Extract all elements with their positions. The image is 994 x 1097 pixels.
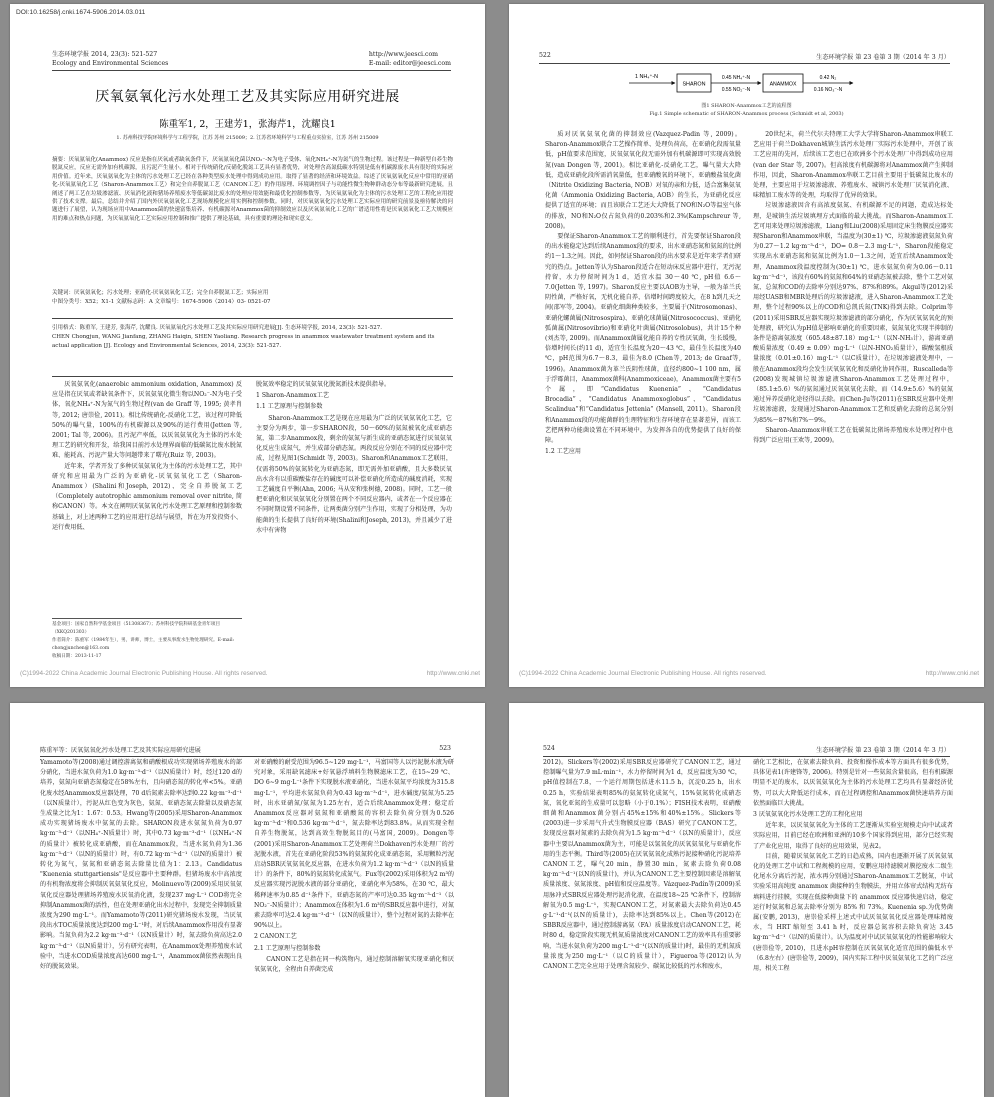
footnote-funding: 基金项目：国家自然科学基金项目（51308367）；苏州科技学院科研基金青年项目（XKQ201303） xyxy=(52,622,221,635)
divider xyxy=(52,376,453,377)
classification: 中图分类号：X52；X1-1 文献标志码：A 文章编号：1674-5906（2014）03- 0521-07 xyxy=(52,298,271,305)
journal-issue: 生态环境学报 第 23 卷第 3 期（2014 年 3 月） xyxy=(816,747,950,754)
doi: DOI:10.16258/j.cnki.1674-5906.2014.03.011 xyxy=(16,9,146,16)
paragraph: 20世纪末，荷兰代尔夫特理工大学大学将Sharon-Anammox串联工艺应用于荷兰Dokhaven城镇生活污水处理厂实际污水处理中，开创了该工艺应用的先河，后续该工艺也已在欧洲多个污水处理厂中得到成功应用(van der Star 等, 2007)。但高浓度有机碳源将对Anammox菌产生抑制作用，因此，Sharon-Anammox串联工艺目前主要用于低碳氮比废水的处理，主要应用于垃圾渗滤液、养殖废水、城镇污水处理厂厌氧消化液、味精加工废水等的处理，均取得了优异的效果。 xyxy=(753,131,953,200)
body-column-left xyxy=(40,758,242,1097)
footnote-author: 作者简介：陈重军（1984年生），男，讲师，博士，主要从事废水生物处理研究。E-mail: chongjunchen@163.com xyxy=(52,638,235,651)
paragraph: Sharon-Anammox串联工艺在低碳氮比猪场养殖废水处理过程中也得到广泛应用(王欢等, 2009)。 xyxy=(753,426,953,445)
paragraph: 近年来，以厌氧氨氧化为主体的工艺逐渐从实验室规模走向中试或者实际应用，目前已经在欧洲和亚洲的10多个国家得到应用，部分已经实现了产业化应用，取得了良好的应用效果，见表2。 xyxy=(753,822,953,850)
journal-issue: 生态环境学报 第 23 卷第 3 期（2014 年 3 月） xyxy=(816,54,950,61)
subsection-heading: 1.1 工艺原理与控制参数 xyxy=(256,403,323,411)
cnki-link[interactable]: http://www.cnki.net xyxy=(426,670,480,677)
page-522 xyxy=(509,4,984,687)
running-header xyxy=(543,745,950,757)
body-column-left xyxy=(545,130,741,650)
section-heading: 2 CANON工艺 xyxy=(254,933,297,941)
paragraph: Yamamoto等(2008)通过调控游离氨和硝酸根成功实现猪场养殖废水的部分硝化，当进水氮负荷为1.0 kg·m⁻³·d⁻¹（以N质量计）时，经过120 d的培养，氨氮向亚硝态氮稳定在58%左右，且向硝态氮的转化率<5%。亚硝化废水经Anammox反应器处理，70 d后氮素去除率达到0.22 kg·m⁻³·d⁻¹（以N质量计），污泥从红色变为灰色，氨氮、亚硝态氮去除量以及硝态氮生成量之比为1：1.67：0.53。Hwang等(2005)采用Sharon-Anammox成功实现猪场废水中氨氮的去除。SHARON段进水氨氮负荷为0.97 kg·m⁻³·d⁻¹（以NH₄⁺-N质量计）时，其中0.73 kg·m⁻³·d⁻¹（以NH₄⁺-N的质量计）被转化成亚硝酸，而在Anammox段，当进水氮负荷为1.36 kg·m⁻³·d⁻¹（以N的质量计）时，有0.72 kg·m⁻³·d⁻¹（以N的质量计）被转化为氮气，氨氮和亚硝态氮去除量比值为1：2.13。Candidatus "Kuenenia stuttgartiensis"是反应器中主要种群。但猪场废水中高浓度的有机物浓度将会抑制厌氧氨氧化反应，Molinuevo等(2009)采用厌氧氨氧化反应器处理猪场养殖废水厌氧消化液，发现237 mg·L⁻¹ COD将完全抑制Anammox菌的活性，但在处理亚硝化出水过程中，发现完全抑制质量浓度为290 mg·L⁻¹。而Yamamoto等(2011)研究猪场废水发现，当厌氧段出水TOC质量浓度达到200 mg·L⁻¹时，对后续Anammox作用没有显著影响。当氮负荷为2.2 kg·m⁻³·d⁻¹（以N质量计）时，氮去除负荷高达2.0 kg·m⁻³·d⁻¹（以N质量计），另有研究表明，在Anammox处理养殖废水试验中，当进水COD质量浓度高达600 mg·L⁻¹，Anammox菌依然表现出良好的脱氮效果。 xyxy=(40,759,242,971)
paragraph: 对亚硝酸的耐受范围为96.5~129 mg·L⁻¹，马富国等人以污泥脱水液为研究对象，采用缺氧滤床+好氧悬浮填料生物膜滤床工艺，在15~29 ℃、DO 6~9 mg·L⁻¹条件下实现脱水液亚硝化，当进水氨氮平均浓度为315.8 mg·L⁻¹，平均进水氨氮负荷为0.43 kg·m⁻³·d⁻¹，进水碱度/氨氮为5.25时，出水亚硝氮/氨氮为1.25左右，适合后续Anammox处理；稳定后Anammox反应器对氨氮和亚硝酸氮的容积去除负荷分别为0.526 kg·m⁻³·d⁻¹和0.536 kg·m⁻³·d⁻¹，氮去除率达到83.8%。从而实现全程自养生物脱氮，达到高效生物脱氮目的(马富国, 2009)。Dongen等(2001)采用Sharon-Anammox工艺处理荷兰Dokhaven污水处理厂的污泥脱水液，首先在亚硝化阶段53%的氨氮转化成亚硝态氮，采用颗粒污泥启动SBR厌氧氨氧化反应器，在进水负荷为1.2 kg·m⁻³·d⁻¹（以N的质量计）的条件下，80%的氨氮转化成氮气。Fux等(2002)采用体积为2 m³的反应器实现污泥脱水液的部分亚硝化，亚硝化率为58%，在30 ℃，最大稀释速率为0.85 d⁻¹条件下，亚硝态氮的产率可达0.35 kg·m⁻³·d⁻¹（以NO₂⁻-N质量计）；Anammox在体积为1.6 m³的SBR反应器中进行，对氮素去除率可达2.4 kg·m⁻³·d⁻¹（以N的质量计），整个过程对氮的去除率在90%以上。 xyxy=(254,759,454,930)
journal-header xyxy=(52,50,451,71)
citation-block xyxy=(52,324,453,351)
page-521 xyxy=(10,4,485,687)
authors: 陈重军1, 2，王建芳1，张海芹1，沈耀良1 xyxy=(159,119,336,130)
paragraph: 要保证Sharon-Anammox工艺的顺利进行，首先要保证Sharon段的出水能稳定达到后续Anammox段的要求，出水亚硝态氮和氨氮的比例约1～1.3之间。因此，如何保证Sharon段的出水要求是近年来学者们研究的热点。Jetten等认为Sharon段适合在短动床反应器中进行，无污泥持留，水力停留时间为1 d，适宜水温 30～40 ℃, pH值 6.6～7.0(Jetten 等, 1997)。Sharon反应主要以AOB为主导，一般为革兰氏阴性菌，严格好氧，无机化能自养，倍增时间跨度较大，在8 h到几天之间(邵军等, 2004)。亚硝化细菌种类较多，主要属于(Nitrosomonas)、亚硝化螺菌属(Nitrosospira)、亚硝化球菌属(Nitrosococcus)、亚硝化弧菌属(Nitrosovibrio)和亚硝化叶菌属(Nitrosolobus)，共计15个种(刘杰等, 2009)。而Anammox菌属化能自养的专性厌氧菌，生长缓慢，倍增时间长(约11 d)，适宜生长温度为20～43 ℃，最佳生长温度为40 ℃，pH范围为6.7～8.3，最佳为8.0 (Chen等, 2013; de Graaf等, 1996)。Anammox菌为革兰氏阴性球菌，直径约800~1 100 nm，属于浮霉菌目，Anammox菌科(Anammoxiceae)，Anammox菌主要有5个属，即“Candidatus Kuenenia”、“Candidatus Brocadia”、“Candidatus Anammoxoglobus”、“Candidatus Scalindua”和“Candidatus Jettenia” (Mansell, 2011)。Sharon段和Anammox段的功能菌群的生理特征和生存环境存在显著差异，而该工艺把两种功能菌设置在不同环境中，为发挥各自的优势提供了良好的保障。 xyxy=(545,233,741,445)
copyright-footer xyxy=(10,670,485,677)
paragraph: Sharon-Anammox工艺是现在应用最为广泛的厌氧氨氧化工艺，它主要分为两步，第一步SHARON段，50～60%的氨氮被氧化成亚硝态氮，第二步Anammox段，剩余的氨氮与新生成的亚硝态氮进行厌氧氨氧化反应生成氮气，并生成部分硝态氮。两段反应分别在不同的反应器中完成，过程见图1(Schmidt 等, 2003)。Sharon和Anammox工艺联用，仅需将50%的氨氮转化为亚硝态氮，即无需外加亚硝酸，且大多数厌氧出水含有以重碳酸盐存在的碱度可以补偿亚硝化所造成的碱度消耗，实现工艺碱度自平衡(Ahn, 2006; 马从安和张树德, 2008)。同时，工艺一般把亚硝化和厌氧氨氧化分别置在两个不同反应器内，或者在一个反应器在不同时期设置不同条件，让两类菌分别产生作用，实现了分相处理，为功能菌的生长提供了良好的环境(Shalini和Joseph, 2013)，并且减少了进水中有害物 xyxy=(256,414,452,534)
paragraph: 脱氮效率稳定的厌氧氨氧化脱氮新技术提供指导。 xyxy=(256,381,391,388)
sharon-label: SHARON xyxy=(682,81,706,88)
page-524 xyxy=(509,703,984,1097)
body-column-right xyxy=(753,758,953,1097)
journal-email[interactable]: E-mail: editor@jeesci.com xyxy=(368,60,451,67)
paragraph: 垃圾渗滤液因含有高浓度氨氮、有机碳源不足的问题，造成达标处理，是城镇生活垃圾填埋方式面临的最大挑战。而Sharon-Anammox工艺可用来处理垃圾渗滤液，Liang和Liu(2008)采用固定床生物膜反应器实现Sharon和Anammox串联，当温度为(30±1) ℃，垃圾渗滤液氨氮负荷为0.27～1.2 kg·m⁻³·d⁻¹，DO= 0.8～2.3 mg·L⁻¹，Sharon段能稳定实现出水亚硝态氮和氨氮比例为1.0～1.3之间，适宜后续Anammox处理，Anammox段温度控制为(30±1) ℃，进水氨氮负荷为0.06～0.11 kg·m⁻³·d⁻¹，该段有60%的氨氮和64%的亚硝态氮被去除，整个工艺对氨氮、总氮和COD的去除率分别达97%、87%和89%。Akgul等(2012)采用经UASB和MBR处理后的垃圾渗滤液，进入Sharon-Anammox工艺处理，整个过程90%以上的COD和总凯氏氮(TNK)得到去除。Colprim等(2011)采用SBR反应器实现垃圾渗滤液的部分硝化，作为厌氧氨氧化的预处理液，研究认为pH值是影响亚硝化的重要因素，氨氮氧化实现半抑制的条件是游离氨浓度（605.48±87.18）mg·L⁻¹（以N-NH₃计），游离亚硝酸质量浓度（0.49 ± 0.09）mg·L⁻¹（以N-HNO₂质量计），碳酸氢根质量浓度（0.01±0.16）mg·L⁻¹（以C质量计），在垃圾渗滤液处理中，一般在Anammox段均会发生厌氧氨氧化和反硝化协同作用，Ruscalleda等(2008)发现城镇垃圾渗滤液Sharon-Anammox工艺处理过程中，（85.1±5.6）%的氨氮通过厌氧氨氧化去除，而（14.9±5.6）%的氨氮通过异养反硝化途径得以去除。而Chen-Ju等(2011)在SBR反应器中处理垃圾渗滤液，发现通过Sharon-Anammox工艺和反硝化去除的总氮分别为85%～87%和7%～9%。 xyxy=(753,202,953,424)
citation-en: CHEN Chongjun, WANG Jianfang, ZHANG Haiqin, SHEN Yaoliang. Research progress in anammox wastewater treatment system and its actual application [J]. Ecology and Environmental Sciences, 2014, 23(3): 521-527. xyxy=(52,334,435,349)
affiliation: 1. 苏州科技学院环境科学与工程学院，江苏 苏州 215009；2. 江苏省环境科学与工程重点实验室，江苏 苏州 215009 xyxy=(116,135,379,141)
page-523 xyxy=(10,703,485,1097)
abstract: 摘要：厌氧氨氧化(Anammox) 反应是指在厌氧或者缺氧条件下，厌氧氨氧化菌以NO₂⁻-N为电子受体、氧化NH₄⁺-N为氮气的生物过程。该过程是一种新型自养生物脱氮反应，反应无需外加有机碳源，且污泥产生量小。相对于传统硝化/反硝化脱氮工艺具有显著优势，对处理含高氮低碳水特别是低有机碳源废水具有很好的实际应用价值。近年来，厌氧氨氧化为主体的污水处理工艺已经在各种类型废水处理中得到成功应用。取得了显著的经济和环境效益。综述了厌氧氨氧化反应中常用的亚硝化-厌氧氨氧化工艺（Sharon-Anammox工艺）和完全自养脱氮工艺（CANON工艺）的作用原理、环境调控因子与功能性微生物种群动态分布等最新研究进展，且阐述了两工艺在垃圾渗滤液、厌氧消化液和猪场养殖废水等低碳氮比废水的处理应用效能和最优化控制参数等，为厌氧氨氧化为主体的污水处理工艺的工程化应用提供了技术支撑。最后，总结并介绍了国内外厌氧氨氧化工艺现场规模化应用实例和控制参数。同时，对厌氧氨氧化污水处理工艺实际应用的研究前景及亟待解决的问题进行了展望，认为现场应用中Anammox菌的快速富集培养、有机碳源对Anammox菌的抑制效应以及厌氧氨氧化工艺的广谱适用性将是厌氧氨氧化工艺大规模应用的难点和热点问题，为厌氧氨氧化工艺实际应用控制和推广提供了理论基础，具有重要的理论和现实意义。 xyxy=(52,157,453,222)
running-header xyxy=(539,52,950,64)
influent-label: 1 NH₄⁺-N xyxy=(635,74,659,80)
effluent-n2: 0.42 N₂ xyxy=(819,75,837,81)
divider xyxy=(52,318,453,319)
paragraph: 质对厌氧氨氧化菌的抑制效应(Vazquez-Padin 等, 2009)。Sharon-Anammox联合工艺操作简单、处理负荷高，在亚硝化段需氧量低，pH值要求范围宽，厌氧氨氧化段无需外加有机碳源即可实现高效脱氮(van Dongen 等, 2001)。相比亚硝化-反硝化工艺，曝气量大大降低，造成亚硝化段所需消氧量低，但亚硝酸氧的环境下，亚硝酸盐氧化菌（Nitrite Oxidizing Bacteria, NOB）对氧的亲和力低，适合富集氨氧化菌（Ammonia Oxidizing Bacteria, AOB）的生长，为亚硝化反应提供了适宜的环境；而且该联合工艺还大大降低了NO和N₂O等温室气体的排放，NO和N₂O仅占氮负荷的0.203%和2.3%(Kampschreur 等, 2008)。 xyxy=(545,131,741,230)
running-header xyxy=(40,745,451,757)
footnotes xyxy=(52,618,242,661)
footnote-received: 收稿日期：2013-11-17 xyxy=(52,654,102,659)
citation-cn: 引用格式：陈重军, 王建芳, 张海芹, 沈耀良. 厌氧氨氧化污水处理工艺及其实际应用研究进展[J]. 生态环境学报, 2014, 23(3): 521-527. xyxy=(52,325,382,331)
cnki-link[interactable]: http://www.cnki.net xyxy=(925,670,979,677)
body-column-right xyxy=(753,130,953,666)
subsection-heading: 1.2 工艺应用 xyxy=(545,448,582,456)
paragraph: 2012)。Slickers等(2002)采用SBR反应器研究了CANON工艺，通过控制曝气量为7.9 mL·min⁻¹，水力停留时间为1 d，反应温度为30 ℃，pH值控制在7.8，一个运行周期包括进水11.5 h，沉淀0.25 h，出水0.25 h，实验结果表明85%的氨氮转化成氮气，15%氨氮转化成硝态氮，氧化亚氮的生成量可以忽略（小于0.1%）；FISH技术表明，亚硝酸细菌和Anammox菌分别占45%±15%和40%±15%。Slickers等(2003)进一步采用气升式生物膜反应器（BAS）研究了CANON工艺，发现反应器对氮素的去除负荷为1.5 kg·m⁻³·d⁻¹（以N的质量计），反应器中主要以Anammox菌为主，可能是以氢氧化的厌氧氨氧化与亚硝化作用的生态平衡。Third等(2005)在厌氧氨氧化成熟污泥接种硝化污泥培养CANON工艺，曝气20 min，静置30 min，氮素去除负荷0.08 kg·m⁻³·d⁻¹(以N的质量计)，并认为CANON工艺主要控制因素是溶解氧质量浓度、氨氮浓度、pH值和反应温度等。Vázquez-Padín等(2009)采用脉冲式SBR反应器处理污泥消化液，在温度18~25 ℃条件下，控制溶解氧为0.5 mg·L⁻¹，实现CANON工艺，对氮素最大去除负荷达0.45 g·L⁻¹·d⁻¹(以N的质量计)，去除率达到85%以上。Chen等(2012)在SBBR反应器中，通过控制游离氨（FA）质量浓度启动CANON工艺，耗时80 d，稳定阶段实现无机氮质量浓度对CANON工艺的效率具有重要影响，当进水氨负荷为200 mg·L⁻¹·d⁻¹(以N的质量计)时，最佳的无机氮质量浓度为250 mg·L⁻¹（以C的质量计），Figueroa等(2012)认为CANON工艺完全应用于处理含氮较少、碳氮比较低的污水和废水， xyxy=(543,759,741,971)
article-title: 厌氧氨氧化污水处理工艺及其实际应用研究进展 xyxy=(95,89,400,105)
journal-cn: 生态环境学报 2014, 23(3): 521-527 xyxy=(52,51,158,58)
effluent-no3: 0.16 NO₃⁻-N xyxy=(813,87,843,93)
paragraph: 硝化工艺相比，在氨素去除负荷、投资和操作成本等方面具有很多优势，具体见表1(许建锋等, 2006)。特别是针对一些氨氮含量很高，但有机碳源明显不足的废水，以厌氧氨氧化为主体的污水处理工艺均具有显著经济优势，可以大大降低运行成本，而在过程调控和Anammox菌快速培养方面依然面临巨大挑战。 xyxy=(753,759,953,807)
intermediate-no2: 0.55 NO₂⁻-N xyxy=(721,87,751,93)
journal-url[interactable]: http://www.jeesci.com xyxy=(368,51,439,58)
copyright-text: (C)1994-2022 China Academic Journal Electronic Publishing House. All rights reserved. xyxy=(519,670,767,677)
body-column-right xyxy=(254,758,454,1097)
subsection-heading: 2.1 工艺原理与控制参数 xyxy=(254,944,321,952)
copyright-text: (C)1994-2022 China Academic Journal Electronic Publishing House. All rights reserved. xyxy=(20,670,268,677)
body-column-left xyxy=(543,758,741,1097)
paragraph: 近年来，学者开发了多种厌氧氨氧化为主体的污水处理工艺，其中研究和应用最为广泛的为亚硝化-厌氧氨氧化工艺（Sharon-Anammox）(Shalini和Joseph, 2012)、完全自养脱氮工艺（Completely autotrophic ammonium removal over nitrite, 简称CANON）等。本文在阐明厌氧氨氧化污水处理工艺原理和控制参数基础上，对上述两种工艺的应用进行总结与展望，旨在为开发投资小、运行费用低、 xyxy=(52,462,242,531)
anammox-label: ANAMMOX xyxy=(769,81,797,88)
journal-en: Ecology and Environmental Sciences xyxy=(52,60,169,67)
page-number: 523 xyxy=(439,745,451,752)
article-short-title: 陈重军等：厌氧氨氧化污水处理工艺及其实际应用研究进展 xyxy=(40,747,201,754)
figure-caption-en: Fig.1 Simple schematic of SHARON-Anammox process (Schmidt et al, 2003) xyxy=(649,111,844,117)
paragraph: 目前，随着厌氧氨氧化工艺的日趋成熟，国内也逐渐开展了厌氧氨氧化的处理工艺中试和工程规模的应用，安鹏应用持滤膜对膜挖废水二级生化尾水分离后污泥，浓水再分别通过Sharon-Anammox工艺脱氮，中试实验采用高纯度 anammox 菌接种的生物膜法，并用立体帘式结构无纺布填料进行挂膜，实现在低接种菌量下的 anammox 反应器快速启动，稳定运行时氨氮和总氮去除率分别为 85% 和 73%。Kuenenia sp.为优势菌属(安鹏, 2013)，唐崇俭采样上述式中试厌氧氨氧化反应器处理味精废水，当 HRT 缩短至 3.41 h 时，反应器总氮容积去除负荷达 3.45 kg·m⁻³·d⁻¹（以N的质量计）。认为温度对中试厌氧氨氧化的性能影响较大(唐崇俭等, 2010)，且进水pH容控制在厌氧氨氧化适宜范围的偏低水平（6.8左右）(唐崇俭等, 2009)，国内实际工程中厌氧氨氧化工艺的广泛应用，相关工程 xyxy=(753,852,953,973)
keywords-block xyxy=(52,289,453,306)
section-heading: 1 Sharon-Anammox工艺 xyxy=(256,392,329,400)
keywords: 关键词：厌氧氨氧化；污水处理；亚硝化-厌氧氨氧化工艺；完全自养脱氮工艺；实际应用 xyxy=(52,290,269,296)
process-flow-figure xyxy=(621,70,861,96)
paragraph: CANON工艺是指在同一构筑物内，通过控制溶解氧实现亚硝化和厌氧氨氧化，全程由自养菌完成 xyxy=(254,955,454,974)
section-heading: 3 厌氧氨氧化污水处理工艺的工程化应用 xyxy=(753,811,863,819)
body-column-left xyxy=(52,380,242,616)
paragraph: 厌氧氨氧化(anaerobic ammonium oxidation, Anammox) 反应是指在厌氧或者缺氧条件下，厌氧氨氧化微生物以NO₂⁻-N为电子受体，氧化NH₄⁺-N为氮气的生物过程(van de Graff 等, 1995; 黄孝肖等, 2012; 唐崇俭, 2011)。相比传统硝化-反硝化工艺，该过程可降低50%的曝气量，100%的有机碳源以及90%的运行费用(Jetten 等, 2001; Tal 等, 2006)。且污泥产率低，以厌氧氨氧化为主体的污水处理工艺的研究和开发，给我国目前污水处理界面临的低碳氮比废水脱氮难、能耗高、污泥产量大等问题带来了曙光(Ruiz 等, 2003)。 xyxy=(52,381,242,460)
intermediate-nh4: 0.45 NH₄⁺-N xyxy=(721,75,751,81)
figure-caption-cn: 图1 SHARON-Anammox工艺的流程图 xyxy=(701,103,792,109)
page-number: 524 xyxy=(543,745,555,752)
body-column-right xyxy=(256,380,452,664)
copyright-footer xyxy=(509,670,984,677)
page-number: 522 xyxy=(539,52,551,59)
